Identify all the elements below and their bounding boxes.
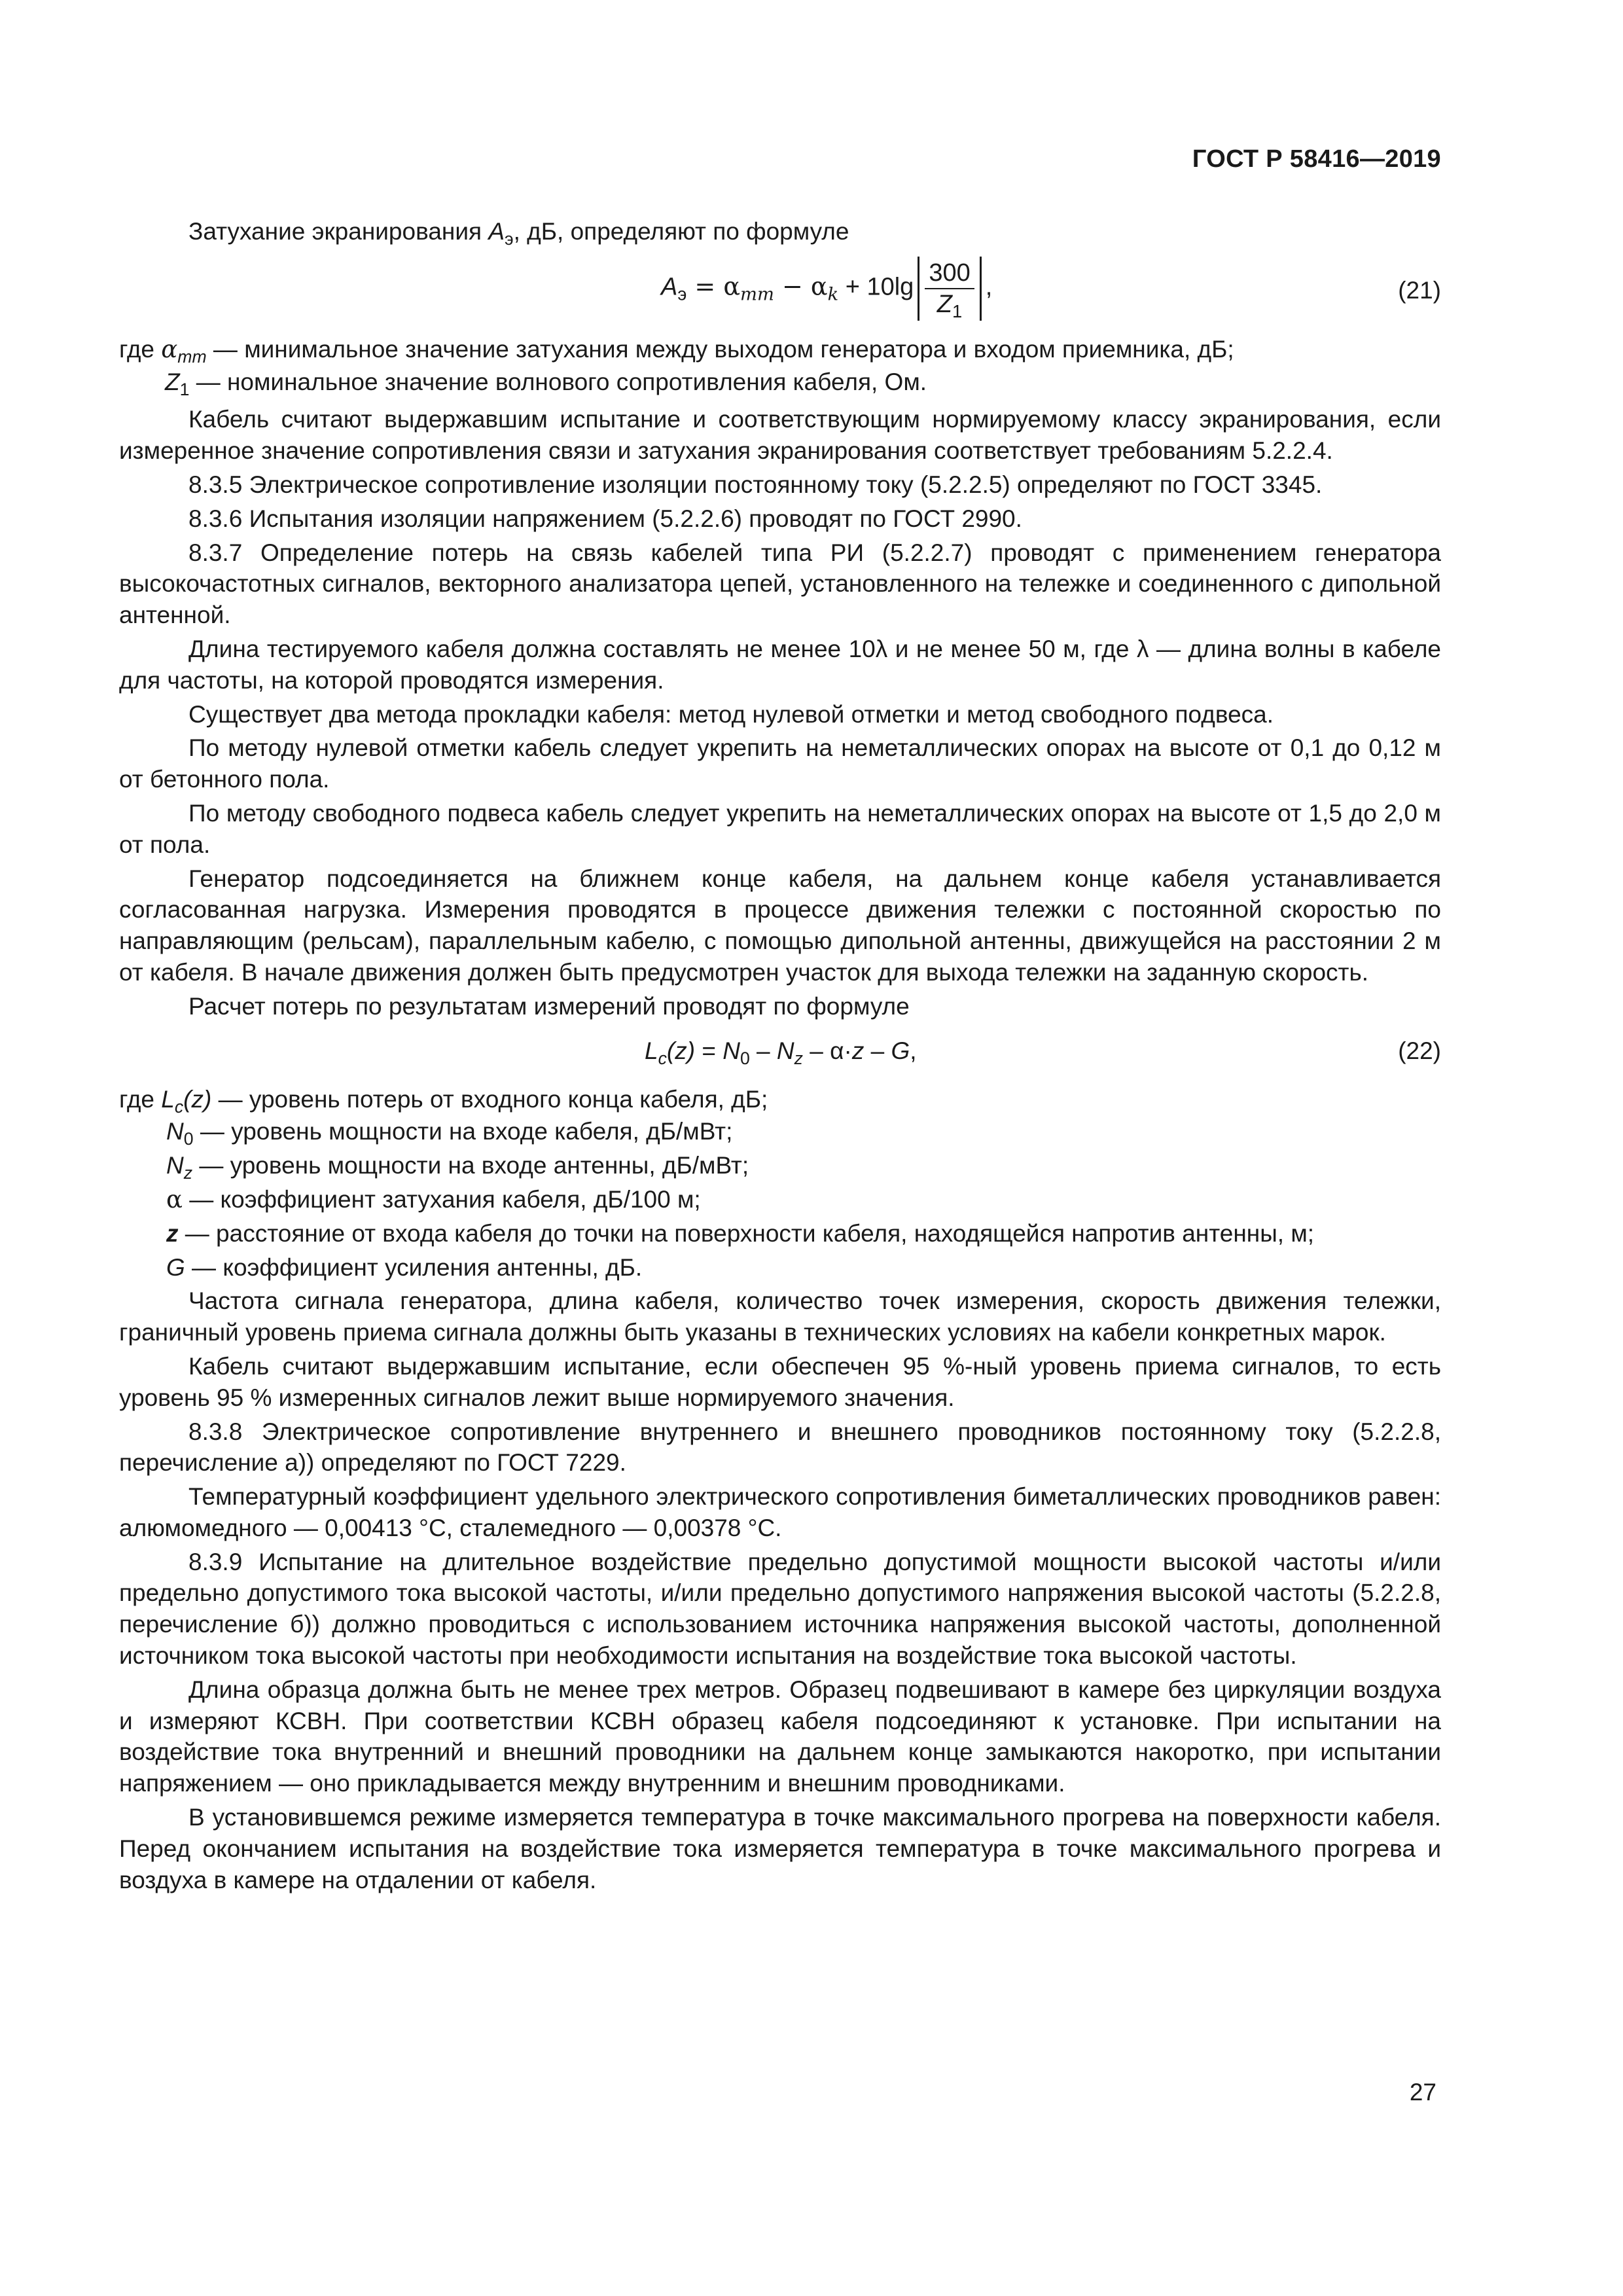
paragraph: Затухание экранирования $A_э$, дБ, определяют по формуле — [188, 218, 849, 249]
where-clause: где $L_c(z)$ — уровень потерь от входного конца кабеля, дБ; — [119, 1085, 768, 1117]
definition-item: $N_0$ — уровень мощности на входе кабеля, дБ/мВт; — [166, 1118, 733, 1149]
paragraph: 8.3.7 Определение потерь на связь кабелей типа РИ (5.2.2.7) проводят с применением генератора высокочастотных сигналов, векторного анализатора цепей, установленного на тележке и соединенного с дипольной антенной. — [119, 539, 1441, 629]
absolute-value — [918, 257, 981, 321]
where-clause: где $\alpha_{mm}$ — минимальное значение затухания между выходом генератора и входом приемника, дБ; — [119, 334, 1234, 367]
formula-21-expression: $A_э = \alpha_{mm} - \alpha_k + 10\lg$ $\frac{300}{Z_1}$ , — [661, 257, 992, 321]
paragraph: 8.3.9 Испытание на длительное воздействие предельно допустимой мощности высокой частоты и/или предельно допустимого тока высокой частоты, и/или предельно допустимого напряжения высокой частоты (5.2.2.8, перечисление б)) должно проводиться с использованием источника напряжения высокой частоты, дополненной источником тока высокой частоты при необходимости испытания на воздействие тока высокой частоты. — [119, 1548, 1441, 1670]
paragraph: 8.3.6 Испытания изоляции напряжением (5.2.2.6) проводят по ГОСТ 2990. — [188, 505, 1022, 532]
definition-item: $N_z$ — уровень мощности на входе антенны, дБ/мВт; — [166, 1152, 749, 1183]
definition-item: G — коэффициент усиления антенны, дБ. — [166, 1253, 643, 1281]
paragraph: По методу свободного подвеса кабель следует укрепить на неметаллических опорах на высоте от 1,5 до 2,0 м от пола. — [119, 799, 1441, 858]
where-clause: $Z_1$ — номинальное значение волнового сопротивления кабеля, Ом. — [165, 368, 927, 399]
paragraph: Кабель считают выдержавшим испытание и соответствующим нормируемому классу экранирования, если измеренное значение сопротивления связи и затухания экранирования соответствует требованиям 5.2.2.4. — [119, 406, 1441, 465]
document-header: ГОСТ Р 58416—2019 — [1192, 145, 1441, 173]
paragraph: Температурный коэффициент удельного электрического сопротивления биметаллических проводников равен: алюмомедного — 0,00413 °С, сталемедного — 0,00378 °С. — [119, 1483, 1441, 1541]
paragraph: Длина тестируемого кабеля должна составлять не менее 10λ и не менее 50 м, где λ — длина волны в кабеле для частоты, на которой проводятся измерения. — [119, 635, 1441, 694]
paragraph: Частота сигнала генератора, длина кабеля, количество точек измерения, скорость движения тележки, граничный уровень приема сигнала должны быть указаны в технических условиях на кабели конкретных марок. — [119, 1287, 1441, 1346]
page-number: 27 — [1409, 2079, 1436, 2106]
paragraph: 8.3.8 Электрическое сопротивление внутреннего и внешнего проводников постоянному току (5.2.2.8, перечисление а)) определяют по ГОСТ 7229. — [119, 1418, 1441, 1477]
formula-22 — [119, 1035, 1441, 1076]
paragraph: В установившемся режиме измеряется температура в точке максимального прогрева на поверхности кабеля. Перед окончанием испытания на воздействие тока измеряется температура в точке максимального прогрева и воздуха в камере на отдалении от кабеля. — [119, 1804, 1441, 1893]
paragraph: Существует два метода прокладки кабеля: метод нулевой отметки и метод свободного подвеса. — [188, 700, 1274, 728]
paragraph: По методу нулевой отметки кабель следует укрепить на неметаллических опорах на высоте от 0,1 до 0,12 м от бетонного пола. — [119, 734, 1441, 793]
document-body — [119, 216, 1441, 1898]
paragraph: Генератор подсоединяется на ближнем конце кабеля, на дальнем конце кабеля устанавливается согласованная нагрузка. Измерения проводятся в процессе движения тележки с постоянной скоростью по направляющим (рельсам), параллельным кабелю, с помощью дипольной антенны, движущейся на расстоянии 2 м от кабеля. В начале движения должен быть предусмотрен участок для выхода тележки на заданную скорость. — [119, 865, 1441, 986]
definition-item: z — расстояние от входа кабеля до точки на поверхности кабеля, находящейся напротив антенны, м; — [166, 1219, 1315, 1247]
paragraph: 8.3.5 Электрическое сопротивление изоляции постоянному току (5.2.2.5) определяют по ГОСТ 3345. — [188, 471, 1323, 498]
equation-number: (21) — [1398, 276, 1441, 304]
formula-21 — [119, 253, 1441, 331]
fraction: $\frac{300}{Z_1}$ — [925, 258, 974, 319]
definition-item: α — коэффициент затухания кабеля, дБ/100 м; — [166, 1185, 701, 1213]
equation-number: (22) — [1398, 1037, 1441, 1064]
formula-22-expression: $L_c(z) = N_0 - N_z - \alpha\cdot z - G$, — [645, 1037, 917, 1068]
paragraph: Расчет потерь по результатам измерений проводят по формуле — [188, 992, 910, 1020]
paragraph: Кабель считают выдержавшим испытание, если обеспечен 95 %-ный уровень приема сигналов, то есть уровень 95 % измеренных сигналов лежит выше нормируемого значения. — [119, 1352, 1441, 1411]
paragraph: Длина образца должна быть не менее трех метров. Образец подвешивают в камере без циркуляции воздуха и измеряют КСВН. При соответствии КСВН образец кабеля подсоединяют к установке. При испытании на воздействие тока внутренний и внешний проводники на дальнем конце замыкаются накоротко, при испытании напряжением — оно прикладывается между внутренним и внешним проводниками. — [119, 1676, 1441, 1797]
